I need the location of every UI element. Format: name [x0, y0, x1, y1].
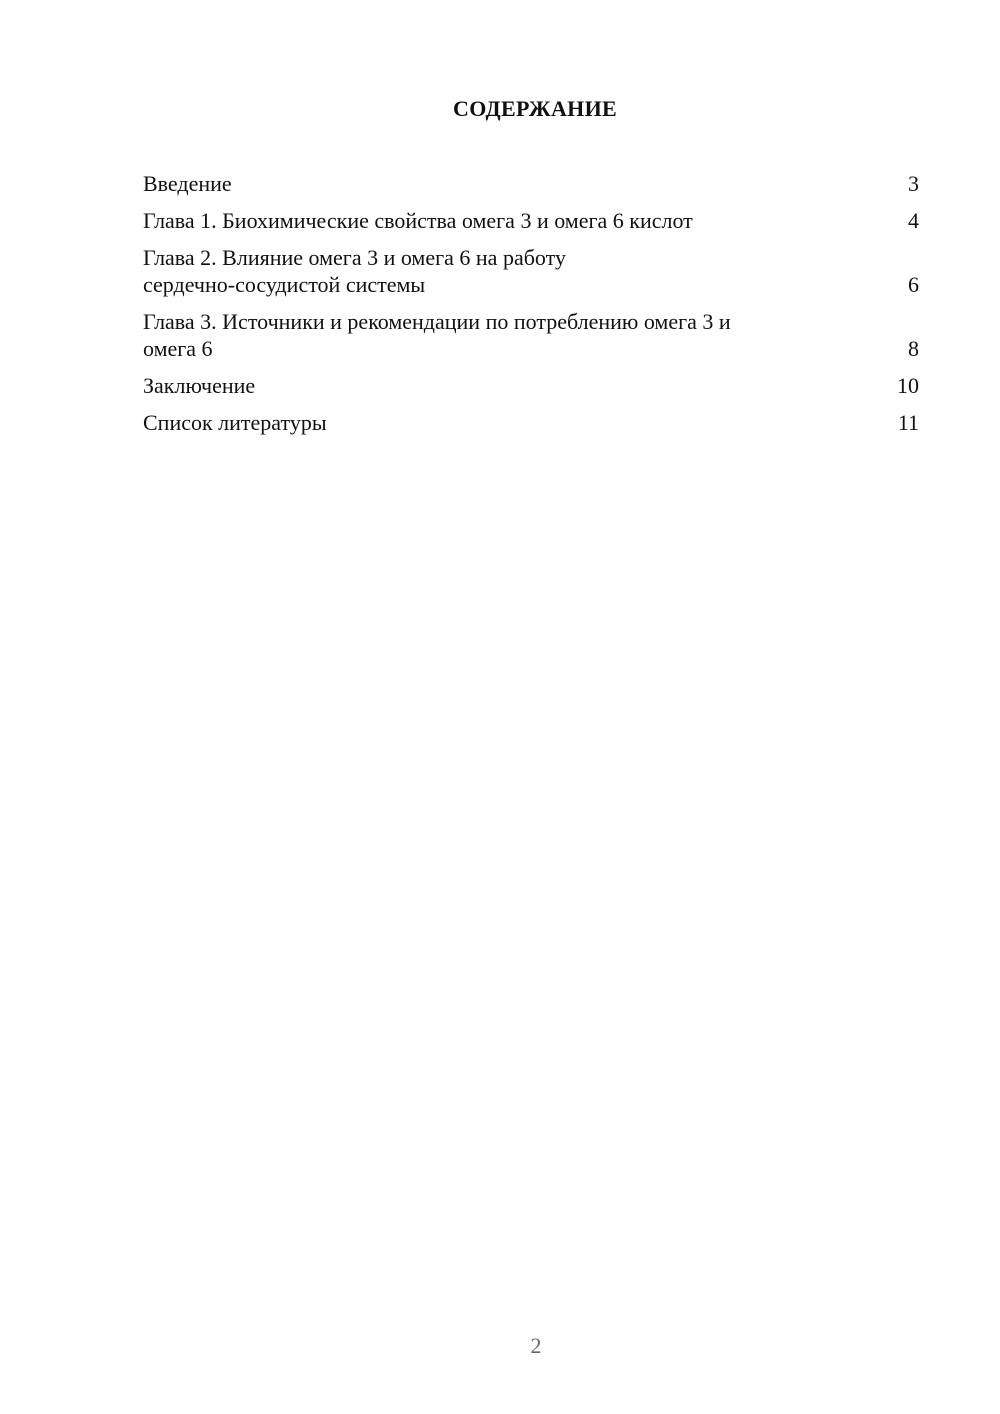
table-of-contents: [143, 170, 919, 446]
toc-entry-text: [143, 170, 879, 197]
toc-entry-page-number: 8: [908, 336, 919, 361]
page-number: 2: [530, 1333, 542, 1358]
toc-entry-page-number: 4: [908, 208, 919, 233]
toc-entry-line: Заключение: [143, 373, 256, 398]
toc-entry-page-number: 6: [908, 272, 919, 297]
toc-entry-line: Глава 2. Влияние омега 3 и омега 6 на работу: [143, 245, 566, 270]
toc-entry-chapter-2: [143, 244, 919, 298]
toc-entry-text: [143, 372, 879, 399]
toc-entry-line: Список литературы: [143, 410, 327, 435]
toc-entry-line: омега 6: [143, 336, 213, 361]
toc-entry-introduction: [143, 170, 919, 197]
toc-entry-line: Глава 1. Биохимические свойства омега 3 и омега 6 кислот: [143, 208, 693, 233]
toc-entry-text: [143, 244, 879, 298]
toc-heading: СОДЕРЖАНИЕ: [453, 96, 617, 121]
toc-entry-page-number: 3: [908, 171, 919, 196]
toc-entry-page-number: 10: [897, 373, 919, 398]
toc-entry-line: Введение: [143, 171, 232, 196]
toc-entry-chapter-1: [143, 207, 919, 234]
toc-entry-chapter-3: [143, 308, 919, 362]
toc-entry-page-number: 11: [897, 410, 919, 435]
toc-entry-line: сердечно-сосудистой системы: [143, 272, 426, 297]
toc-entry-references: [143, 409, 919, 436]
toc-entry-line: Глава 3. Источники и рекомендации по потреблению омега 3 и: [143, 309, 731, 334]
toc-entry-text: [143, 409, 879, 436]
toc-entry-conclusion: [143, 372, 919, 399]
toc-entry-text: [143, 207, 879, 234]
toc-entry-text: [143, 308, 879, 362]
